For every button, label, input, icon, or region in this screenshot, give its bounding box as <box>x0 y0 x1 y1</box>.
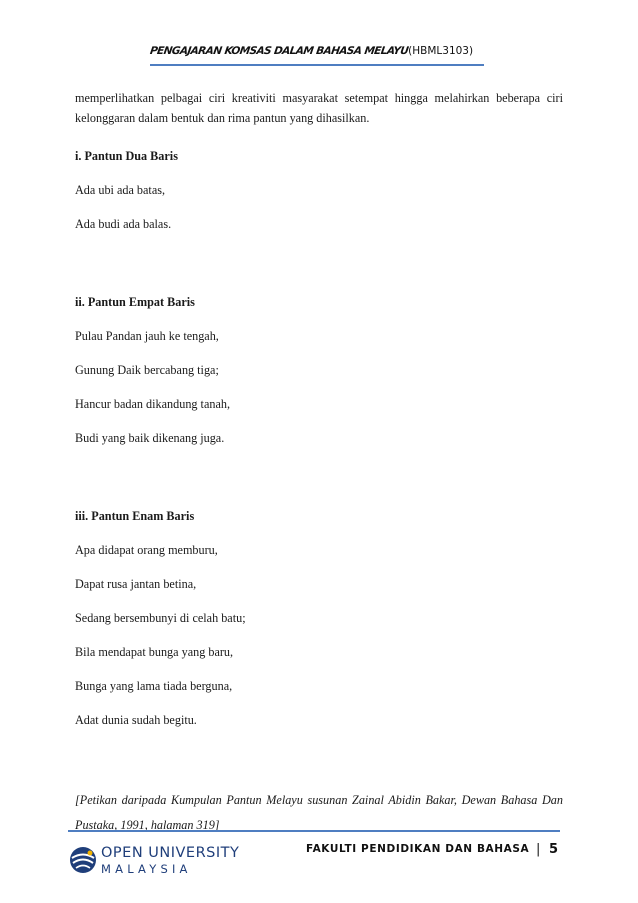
section-spacer <box>75 462 563 506</box>
page-header <box>150 42 484 66</box>
verse-line: Sedang bersembunyi di celah batu; <box>75 611 246 625</box>
footer-divider <box>68 830 560 832</box>
logo-text-line1: OPEN UNIVERSITY <box>101 845 240 861</box>
section-spacer <box>75 744 563 788</box>
section-heading-pantun-empat-baris: ii. Pantun Empat Baris <box>75 295 195 309</box>
page-body <box>75 88 563 838</box>
page-separator: | <box>536 842 541 857</box>
verse-line: Ada ubi ada batas, <box>75 183 166 197</box>
intro-paragraph: memperlihatkan pelbagai ciri kreativiti masyarakat setempat hingga melahirkan beberapa ciri kelonggaran dalam bentuk dan rima pantun yang dihasilkan. <box>75 91 563 125</box>
globe-icon <box>68 845 98 875</box>
course-title: PENGAJARAN KOMSAS DALAM BAHASA MELAYU <box>149 45 409 57</box>
citation: [Petikan daripada Kumpulan Pantun Melayu susunan Zainal Abidin Bakar, Dewan Bahasa Dan Pustaka, 1991, halaman 319] <box>75 793 563 832</box>
verse-line: Ada budi ada balas. <box>75 217 172 231</box>
faculty-name: FAKULTI PENDIDIKAN DAN BAHASA <box>306 843 530 855</box>
course-code: (HBML3103) <box>408 45 474 57</box>
verse-line: Budi yang baik dikenang juga. <box>75 431 225 445</box>
section-heading-pantun-dua-baris: i. Pantun Dua Baris <box>75 149 178 163</box>
verse-line: Apa didapat orang memburu, <box>75 543 218 557</box>
section-spacer <box>75 248 563 292</box>
verse-line: Bunga yang lama tiada berguna, <box>75 679 233 693</box>
page-number: 5 <box>549 842 559 857</box>
verse-line: Adat dunia sudah begitu. <box>75 713 197 727</box>
university-logo <box>68 843 248 879</box>
verse-line: Dapat rusa jantan betina, <box>75 577 197 591</box>
logo-text-line2: MALAYSIA <box>101 862 192 876</box>
verse-line: Hancur badan dikandung tanah, <box>75 397 230 411</box>
section-heading-pantun-enam-baris: iii. Pantun Enam Baris <box>75 509 195 523</box>
verse-line: Pulau Pandan jauh ke tengah, <box>75 329 219 343</box>
verse-line: Bila mendapat bunga yang baru, <box>75 645 234 659</box>
verse-line: Gunung Daik bercabang tiga; <box>75 363 219 377</box>
